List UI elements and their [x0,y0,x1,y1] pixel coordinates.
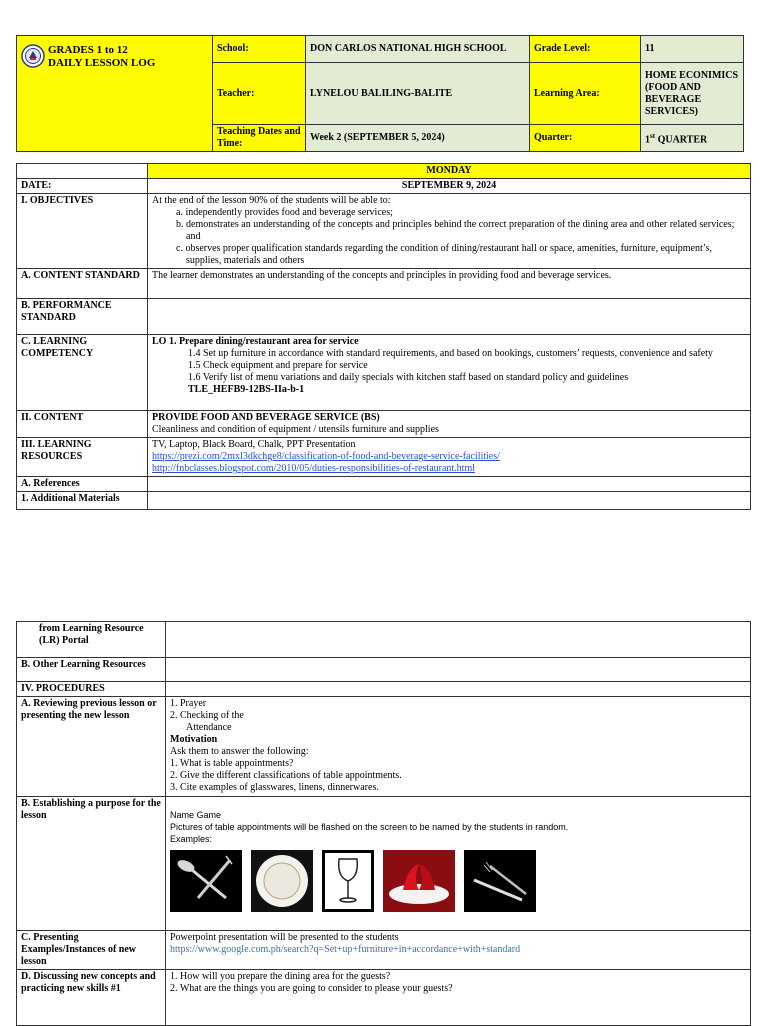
content-content [148,411,751,438]
resources-text: TV, Laptop, Black Board, Chalk, PPT Presentation [152,439,356,450]
dates-value: Week 2 (SEPTEMBER 5, 2024) [306,125,530,152]
header-title-line1: GRADES 1 to 12 [48,44,128,56]
reviewing-motivation: Motivation [170,734,218,745]
discussing-content [166,970,751,1026]
day-header: MONDAY [148,164,751,179]
teacher-label: Teacher: [213,63,306,125]
presenting-content [166,931,751,970]
reviewing-q3: 3. Cite examples of glasswares, linens, dinnerwares. [170,782,379,793]
dates-label: Teaching Dates and Time: [213,125,306,152]
red-napkin-picture [383,850,455,912]
lesson-table-page2 [16,621,751,1026]
header-title-cell [17,36,213,152]
content-label: II. CONTENT [17,411,148,438]
objective-item: a. independently provides food and beverage services; [176,207,393,218]
resources-link-prezi[interactable]: https://prezi.com/2mxl3dkchge8/classification-of-food-and-beverage-service-facilities/ [152,451,500,462]
reviewing-prayer: 1. Prayer [170,698,207,709]
procedures-label: IV. PROCEDURES [17,682,166,697]
deped-seal-icon [21,44,45,68]
establishing-examples: Examples: [170,834,213,844]
performance-standard-label: B. PERFORMANCE STANDARD [17,299,148,335]
establishing-content [166,797,751,931]
resources-label: III. LEARNING RESOURCES [17,438,148,477]
presenting-text: Powerpoint presentation will be presented to the students [170,932,399,943]
reviewing-q2: 2. Give the different classifications of table appointments. [170,770,402,781]
grade-value: 11 [641,36,744,63]
other-resources-value [166,658,751,682]
quarter-label: Quarter: [530,125,641,152]
presenting-label: C. Presenting Examples/Instances of new lesson [17,931,166,970]
establishing-desc: Pictures of table appointments will be flashed on the screen to be named by the students in random. [170,822,569,832]
fork-knife-picture [464,850,536,912]
reviewing-content [166,697,751,797]
date-value: SEPTEMBER 9, 2024 [148,179,751,194]
blank-cell [17,164,148,179]
content-standard-text: The learner demonstrates an understanding of the concepts and principles in providing food and beverage services. [148,269,751,299]
objectives-label: I. OBJECTIVES [17,194,148,269]
grade-label: Grade Level: [530,36,641,63]
competency-label: C. LEARNING COMPETENCY [17,335,148,411]
competency-item: 1.6 Verify list of menu variations and daily specials with kitchen staff based on standard policy and guidelines [188,372,629,383]
header-table [16,35,744,152]
quarter-rest: QUARTER [655,134,708,146]
competency-code: TLE_HEFB9-12BS-IIa-b-1 [188,384,305,395]
reviewing-attendance: Attendance [186,722,232,733]
discussing-q2: 2. What are the things you are going to consider to please your guests? [170,983,453,994]
content-title: PROVIDE FOOD AND BEVERAGE SERVICE (BS) [152,412,380,423]
objectives-list [152,207,746,267]
content-sub: Cleanliness and condition of equipment / utensils furniture and supplies [152,424,439,435]
competency-content [148,335,751,411]
discussing-label: D. Discussing new concepts and practicing new skills #1 [17,970,166,1026]
quarter-sup: st [650,131,656,140]
establishing-game: Name Game [170,810,222,820]
resources-link-fnbclasses[interactable]: http://fnbclasses.blogspot.com/2010/05/duties-responsibilities-of-restaurant.html [152,463,476,474]
additional-materials-value [148,492,751,510]
objective-item: b. demonstrates an understanding of the concepts and principles behind the correct preparation of the dining area and other related services; and [176,219,735,242]
reviewing-ask: Ask them to answer the following: [170,746,309,757]
teacher-value: LYNELOU BALILING-BALITE [306,63,530,125]
lr-portal-value [166,622,751,658]
reviewing-checking: 2. Checking of the [170,710,244,721]
objectives-intro: At the end of the lesson 90% of the students will be able to: [152,195,391,206]
school-value: DON CARLOS NATIONAL HIGH SCHOOL [306,36,530,63]
performance-standard-text [148,299,751,335]
reviewing-q1: 1. What is table appointments? [170,758,294,769]
additional-materials-label: 1. Additional Materials [17,492,148,510]
spoon-fork-picture [170,850,242,912]
references-value [148,477,751,492]
competency-item: 1.5 Check equipment and prepare for service [188,360,368,371]
presenting-link[interactable]: https://www.google.com.ph/search?q=Set+up+furniture+in+accordance+with+standard [170,944,521,955]
date-label: DATE: [17,179,148,194]
reviewing-label: A. Reviewing previous lesson or presenting the new lesson [17,697,166,797]
lr-portal-label: from Learning Resource (LR) Portal [17,622,166,658]
content-standard-label: A. CONTENT STANDARD [17,269,148,299]
lesson-table-page1 [16,163,751,510]
competency-lo: LO 1. Prepare dining/restaurant area for service [152,336,359,347]
resources-content [148,438,751,477]
quarter-value [641,125,744,152]
procedures-value [166,682,751,697]
school-label: School: [213,36,306,63]
establishing-label: B. Establishing a purpose for the lesson [17,797,166,931]
area-label: Learning Area: [530,63,641,125]
objective-item: c. observes proper qualification standards regarding the condition of dining/restaurant hall or space, amenities, furniture, equipment’s, supplies, materials and others [176,243,712,266]
objectives-content [148,194,751,269]
discussing-q1: 1. How will you prepare the dining area for the guests? [170,971,391,982]
quarter-num: 1 [645,134,650,146]
header-title-line2: DAILY LESSON LOG [48,57,156,69]
example-pictures [170,850,746,912]
wine-glass-picture [322,850,374,912]
dinner-plate-picture [251,850,313,912]
competency-item: 1.4 Set up furniture in accordance with standard requirements, and based on bookings, customers’ requests, convenience and safety [188,348,713,359]
other-resources-label: B. Other Learning Resources [17,658,166,682]
references-label: A. References [17,477,148,492]
area-value: HOME ECONIMICS (FOOD AND BEVERAGE SERVICES) [641,63,744,125]
